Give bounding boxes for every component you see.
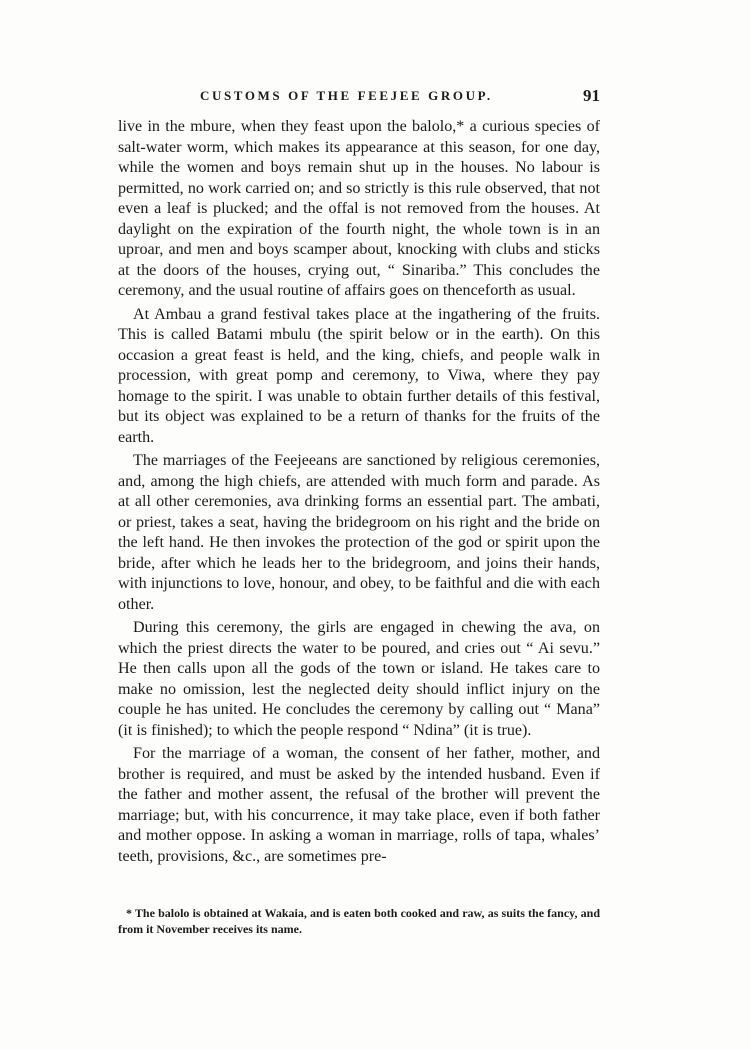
paragraph-balolo-feast: live in the mbure, when they feast upon the balolo,* a curious species of salt-water worm, which makes its appearance at this season, for one day, while the women and boys remain shut up in the houses. No labour is permitted, no work carried on; and so strictly is this rule observed, that not even a leaf is plucked; and the offal is not removed from the houses. At daylight on the expiration of the fourth night, the whole town is in an uproar, and men and boys scamper about, knocking with clubs and sticks at the doors of the houses, crying out, “ Sinariba.” This concludes the ceremony, and the usual routine of affairs goes on thenceforth as usual.	[118, 118, 600, 299]
paragraph-ambau-festival: At Ambau a grand festival takes place at the ingathering of the fruits. This is called Batami mbulu (the spirit below or in the earth). On this occasion a great feast is held, and the king, chiefs, and people walk in procession, with great pomp and ceremony, to Viwa, where they pay homage to the spirit. I was unable to obtain further details of this festival, but its object was explained to be a return of thanks for the fruits of the earth.	[118, 305, 600, 446]
page-header	[118, 86, 600, 110]
paragraph-marriage-consent: For the marriage of a woman, the consent of her father, mother, and brother is required, and must be asked by the intended husband. Even if the father and mother assent, the refusal of the brother will prevent the marriage; but, with his concurrence, it may take place, even if both father and mother oppose. In asking a woman in marriage, rolls of tapa, whales’ teeth, provisions, &c., are sometimes pre-	[118, 745, 600, 865]
paragraph-ava-chewing: During this ceremony, the girls are engaged in chewing the ava, on which the priest directs the water to be poured, and cries out “ Ai sevu.” He then calls upon all the gods of the town or island. He takes care to make no omission, lest the neglected deity should inflict injury on the couple he has united. He concludes the ceremony by calling out “ Mana” (it is finished); to which the people respond “ Ndina” (it is true).	[118, 619, 600, 739]
page-number: 91	[583, 86, 600, 105]
body-text	[118, 117, 600, 867]
running-head: CUSTOMS OF THE FEEJEE GROUP.	[200, 88, 493, 103]
paragraph-marriage-ceremony: The marriages of the Feejeeans are sanctioned by religious ceremonies, and, among the high chiefs, are attended with much form and parade. As at all other ceremonies, ava drinking forms an essential part. The ambati, or priest, takes a seat, having the bridegroom on his right and the bride on the left hand. He then invokes the protection of the god or spirit upon the bride, after which he leads her to the bridegroom, and joins their hands, with injunctions to love, honour, and obey, to be faithful and die with each other.	[118, 452, 600, 613]
footnote: * The balolo is obtained at Wakaia, and is eaten both cooked and raw, as suits the fancy, and from it November receives its name.	[118, 906, 600, 936]
